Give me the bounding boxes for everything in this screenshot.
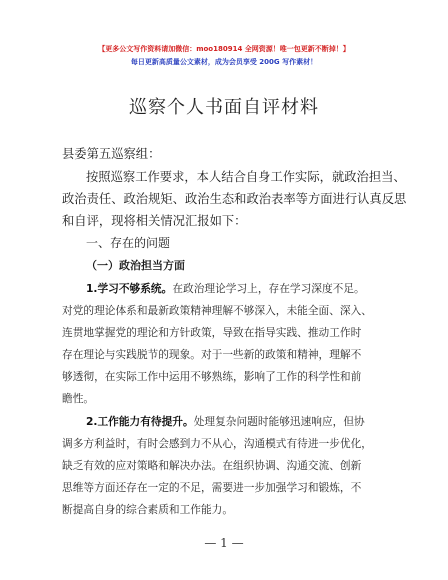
item-2-line-3: 缺乏有效的应对策略和解决办法。在组织协调、沟通交流、创新	[62, 459, 362, 472]
item-2-line-2: 调多方利益时，有时会感到力不从心，沟通模式有待进一步优化，	[62, 437, 372, 450]
subsection-heading: （一）政治担当方面	[86, 259, 185, 272]
intro-line-2: 政治责任、政治规矩、政治生态和政治表率等方面进行认真反思	[62, 192, 407, 206]
intro-line-3: 和自评，现将相关情况汇报如下：	[62, 214, 247, 228]
item-2-first-line	[86, 414, 365, 429]
item-1-line-2: 对党的理论体系和最新政策精神理解不够深入，未能全面、深入、	[62, 304, 372, 317]
promo-banner-line-2: 每日更新高质量公文素材，成为会员享受 200G 写作素材！	[130, 58, 318, 66]
salutation: 县委第五巡察组：	[62, 147, 161, 161]
promo-banner-line-1: 【更多公文写作资料请加微信：moo180914 全网资源！唯一包更新不断掉！】	[98, 45, 350, 53]
item-1-line-3: 连贯地掌握党的理论和方针政策，导致在指导实践、推动工作时	[62, 326, 362, 339]
item-2-heading: 2.工作能力有待提升。	[86, 415, 194, 428]
item-2-text: 处理复杂问题时能够迅速响应，但协	[193, 415, 365, 428]
item-1-line-4: 存在理论与实践脱节的现象。对于一些新的政策和精神，理解不	[62, 348, 362, 361]
document-title: 巡察个人书面自评材料	[129, 97, 319, 118]
item-1-text: 在政治理论学习上，存在学习深度不足。	[172, 282, 365, 295]
item-1-first-line	[86, 281, 365, 296]
page-number: — 1 —	[204, 536, 244, 550]
item-2-line-4: 思维等方面还存在一定的不足，需要进一步加强学习和锻炼，不	[62, 481, 362, 494]
item-1-line-6: 瞻性。	[62, 392, 95, 405]
intro-line-1: 按照巡察工作要求，本人结合自身工作实际，就政治担当、	[86, 170, 406, 184]
section-heading: 一、存在的问题	[86, 236, 171, 250]
item-1-line-5: 够透彻，在实际工作中运用不够熟练，影响了工作的科学性和前	[62, 370, 362, 383]
item-1-heading: 1.学习不够系统。	[86, 282, 173, 295]
item-2-line-5: 断提高自身的综合素质和工作能力。	[62, 503, 234, 516]
